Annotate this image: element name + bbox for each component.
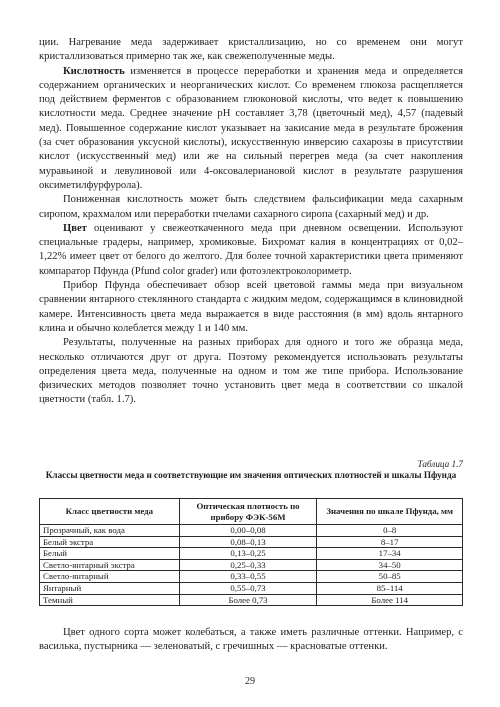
- honey-color-table: [39, 498, 463, 606]
- cell-pfund: 0–8: [317, 525, 463, 537]
- table-title: Классы цветности меда и соответствующие им значения оптических плотностей и шкалы Пфунда: [45, 470, 457, 480]
- table-row: [40, 582, 463, 594]
- term-color: Цвет: [63, 222, 87, 234]
- cell-pfund: 85–114: [317, 582, 463, 594]
- cell-density: 0,08–0,13: [179, 536, 317, 548]
- header-pfund-scale: Значения по шкале Пфунда, мм: [317, 499, 463, 525]
- cell-pfund: 8–17: [317, 536, 463, 548]
- paragraph-color-text: оценивают у свежеоткаченного меда при дневном освещении. Используют специальные градеры, например, хромиковые. Бихромат калия в концентрациях от 0,02–1,22% имеет цвет от белого до желтого. Для более точной характеристики цвета применяют компаратор Пфунда (Pfund color grader) или фотоэлектроколориметр.: [39, 222, 463, 277]
- cell-pfund: Более 114: [317, 594, 463, 606]
- table-label: Таблица 1.7: [417, 459, 463, 469]
- paragraph-results: Результаты, полученные на разных приборах для одного и того же образца меда, несколько отличаются друг от друга. Поэтому рекомендуется использовать результаты определения цвета меда, полученные на одном и том же типе прибора. Использование физических методов позволяет точно установить цвет меда в соответствии со шкалой цветности (табл. 1.7).: [39, 337, 463, 406]
- cell-pfund: 17–34: [317, 548, 463, 560]
- cell-class: Прозрачный, как вода: [40, 525, 180, 537]
- table-row: [40, 571, 463, 583]
- cell-density: 0,33–0,55: [179, 571, 317, 583]
- term-acidity: Кислотность: [63, 65, 125, 77]
- cell-class: Янтарный: [40, 582, 180, 594]
- cell-density: 0,55–0,73: [179, 582, 317, 594]
- cell-pfund: 50–85: [317, 571, 463, 583]
- body-text-lower: [39, 626, 463, 655]
- cell-class: Светло-янтарный: [40, 571, 180, 583]
- cell-density: Более 0,73: [179, 594, 317, 606]
- cell-class: Белый: [40, 548, 180, 560]
- body-text-upper: [39, 36, 463, 408]
- cell-density: 0,00–0,08: [179, 525, 317, 537]
- paragraph-acidity: [39, 65, 463, 194]
- paragraph-color: [39, 222, 463, 279]
- table-row: [40, 594, 463, 606]
- header-color-class: Класс цветности меда: [40, 499, 180, 525]
- cell-pfund: 34–50: [317, 559, 463, 571]
- paragraph-shades: Цвет одного сорта может колебаться, а также иметь различные оттенки. Например, с василька, пустырника — зеленоватый, с гречишных — красноватые оттенки.: [39, 627, 463, 653]
- cell-class: Светло-янтарный экстра: [40, 559, 180, 571]
- paragraph-pfund-device: Прибор Пфунда обеспечивает обзор всей цветовой гаммы меда при визуальном сравнении янтарного стеклянного стандарта с жидким медом, содержащимся в клиновидной камере. Интенсивность цвета меда выражается в виде расстояния (в мм) вдоль янтарного клина и обычно колеблется между 1 и 140 мм.: [39, 280, 463, 334]
- cell-class: Темный: [40, 594, 180, 606]
- paragraph-acidity-text: изменяется в процессе переработки и хранения меда и определяется содержанием органических и неорганических кислот. Со временем глюкоза расщепляется под действием ферментов с образованием глюконовой кислоты, что ведет к повышению кислотности меда. Среднее значение рН составляет 3,78 (цветочный мед), 4,57 (падевый мед). Повышенное содержание кислот указывает на закисание меда в результате брожения (за счет образования уксусной кислоты), искусственную инверсию сахарозы в присутствии кислот (искусственный мед) или же на сильный перегрев меда (за счет накопления муравьиной и левулиновой или 4-оксовалериановой кислот в результате разрушения оксиметилфурфурола).: [39, 65, 463, 191]
- cell-density: 0,25–0,33: [179, 559, 317, 571]
- paragraph-crystallization-end: ции. Нагревание меда задерживает кристаллизацию, но со временем они могут кристаллизоваться примерно так же, как свежеполученные меды.: [39, 37, 463, 63]
- cell-density: 0,13–0,25: [179, 548, 317, 560]
- table-row: [40, 548, 463, 560]
- paragraph-low-acidity: Пониженная кислотность может быть следствием фальсификации меда сахарным сиропом, крахмалом или переработки пчелами сахарного сиропа (сахарный мед) и др.: [39, 194, 463, 220]
- header-optical-density: Оптическая плотность по прибору ФЭК-56М: [179, 499, 317, 525]
- table-header-row: [40, 499, 463, 525]
- cell-class: Белый экстра: [40, 536, 180, 548]
- table-row: [40, 536, 463, 548]
- table-row: [40, 559, 463, 571]
- table-row: [40, 525, 463, 537]
- page-number: 29: [245, 676, 255, 687]
